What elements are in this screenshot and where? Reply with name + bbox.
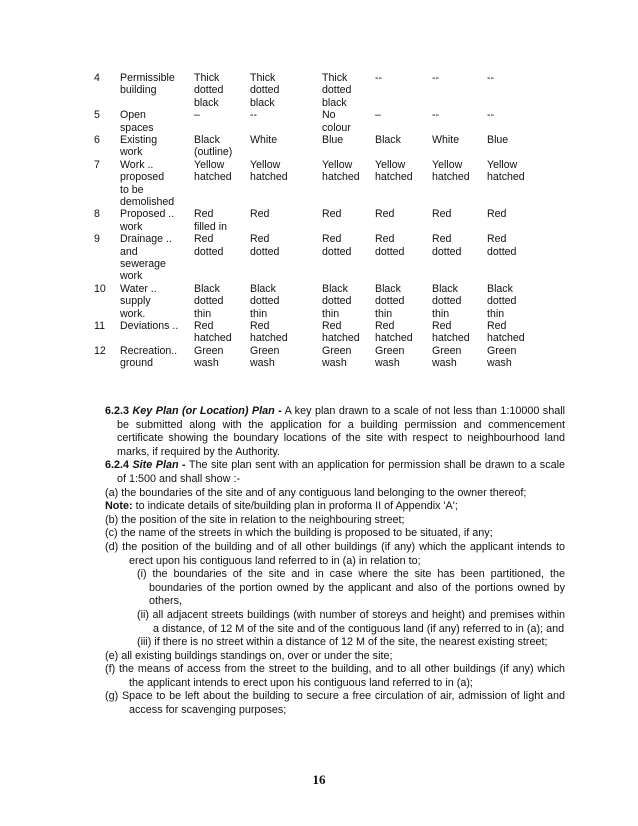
colour-cell: Red hatched	[487, 319, 525, 345]
colour-cell: Red	[375, 208, 395, 221]
colour-cell: Thick dotted black	[322, 72, 352, 109]
section-text: The site plan sent with an application for permission shall be drawn to a scale of 1:500 and shall show :-	[117, 459, 565, 485]
colour-cell: Red dotted	[322, 233, 352, 258]
colour-cell: Red dotted	[250, 233, 280, 258]
colour-cell: Black dotted thin	[194, 282, 224, 320]
colour-cell: Thick dotted black	[250, 72, 280, 109]
row-item: Permissible building	[120, 72, 175, 97]
page-number: 16	[312, 772, 326, 787]
clause-d-i: (i) the boundaries of the site and in case where the site has been partitioned, the boundaries of the portion owned by the applicant and also of the portions owned by others,	[137, 568, 565, 608]
section-body	[93, 405, 565, 718]
colour-cell: Red	[322, 208, 342, 221]
section-number: 6.2.3	[105, 405, 130, 417]
table-row	[0, 72, 638, 109]
row-number: 7	[94, 158, 100, 171]
colour-cell: Red hatched	[375, 319, 413, 345]
colour-cell: Red dotted	[487, 233, 517, 258]
colour-cell: Red hatched	[322, 319, 360, 345]
colour-cell: –	[375, 109, 381, 122]
row-item: Proposed .. work	[120, 208, 175, 233]
colour-cell: Black dotted thin	[250, 282, 280, 320]
row-number: 10	[94, 282, 106, 295]
colour-cell: Black dotted thin	[375, 282, 405, 320]
clause-g: (g) Space to be left about the building to secure a free circulation of air, admission of light and access for scavenging purposes;	[105, 690, 565, 717]
colour-cell: Red hatched	[432, 319, 470, 345]
section-title: Site Plan -	[132, 459, 186, 472]
row-number: 6	[94, 133, 100, 146]
table-row	[0, 159, 638, 209]
colour-cell: Red hatched	[194, 319, 232, 345]
clause-d-ii: (ii) all adjacent streets buildings (with number of storeys and height) and premises within a distance, of 12 M of the site and of the contiguous land (if any) referred to in (a); and	[137, 608, 565, 635]
colour-cell: Blue	[487, 133, 509, 146]
colour-cell: Red	[250, 208, 270, 221]
colour-cell: --	[487, 72, 495, 84]
colour-cell: Blue	[322, 133, 344, 146]
table-row	[0, 345, 638, 370]
note-text: to indicate details of site/building plan in proforma II of Appendix 'A';	[132, 500, 458, 513]
colour-cell: –	[194, 109, 200, 122]
section-number: 6.2.4	[105, 459, 130, 472]
section-6-2-3	[105, 405, 565, 459]
colour-cell: Green wash	[250, 344, 280, 370]
clause-c: (c) the name of the streets in which the building is proposed to be situated, if any;	[105, 527, 493, 540]
colour-cell: Red dotted	[194, 233, 224, 258]
colour-cell: Red	[487, 208, 507, 221]
row-item: Deviations ..	[120, 319, 179, 332]
colour-cell: Red hatched	[250, 319, 288, 345]
table-row	[0, 109, 638, 134]
colour-cell: Red dotted	[375, 233, 405, 258]
note-line	[93, 500, 565, 514]
colour-cell: Black	[375, 133, 401, 146]
row-number: 4	[94, 72, 100, 84]
colour-scheme-table	[0, 72, 638, 370]
row-item: Open spaces	[120, 109, 154, 134]
clause-a: (a) the boundaries of the site and of any contiguous land belonging to the owner thereof;	[105, 486, 527, 499]
row-number: 5	[94, 109, 100, 122]
colour-cell: Green wash	[322, 344, 352, 370]
row-item: Drainage .. and sewerage work	[120, 233, 172, 283]
clause-d-iii: (iii) if there is no street within a distance of 12 M of the site, the nearest existing street;	[137, 636, 548, 649]
table-row	[0, 134, 638, 159]
colour-cell: Green wash	[432, 344, 462, 370]
colour-cell: No colour	[322, 109, 351, 134]
row-item: Work .. proposed to be demolished	[120, 158, 175, 208]
colour-cell: Green wash	[487, 344, 517, 370]
colour-cell: --	[432, 72, 440, 84]
colour-cell: Red	[432, 208, 452, 221]
table-row	[0, 283, 638, 320]
colour-cell: Yellow hatched	[487, 158, 525, 184]
colour-cell: Black dotted thin	[487, 282, 517, 320]
clause-b: (b) the position of the site in relation to the neighbouring street;	[105, 513, 405, 526]
colour-cell: Thick dotted black	[194, 72, 224, 109]
row-item: Recreation.. ground	[120, 344, 178, 370]
row-number: 9	[94, 233, 100, 246]
colour-cell: --	[375, 72, 383, 84]
row-item: Existing work	[120, 133, 158, 159]
colour-cell: --	[487, 109, 495, 122]
colour-cell: Green wash	[194, 344, 224, 370]
row-number: 11	[94, 319, 105, 332]
colour-cell: Green wash	[375, 344, 405, 370]
colour-cell: Yellow hatched	[432, 158, 470, 184]
colour-cell: White	[250, 133, 278, 146]
colour-cell: Red filled in	[194, 208, 227, 233]
colour-cell: Yellow hatched	[194, 158, 232, 184]
section-title: Key Plan (or Location) Plan -	[132, 405, 282, 417]
row-number: 12	[94, 344, 106, 357]
row-item: Water .. supply work.	[120, 282, 157, 320]
colour-cell: Yellow hatched	[375, 158, 413, 184]
colour-cell: Yellow hatched	[250, 158, 288, 184]
clause-e: (e) all existing buildings standings on, over or under the site;	[105, 649, 393, 662]
colour-cell: --	[432, 109, 440, 122]
clause-d: (d) the position of the building and of all other buildings (if any) which the applicant intends to erect upon his contiguous land referred to in (a) in relation to;	[105, 540, 565, 567]
colour-cell: Yellow hatched	[322, 158, 360, 184]
section-text: A key plan drawn to a scale of not less than 1:10000 shall be submitted along with the application for a building permission and commencement certificate showing the boundary locations of the site with respect to neighbourhood land marks, if required by the Authority.	[117, 405, 566, 458]
colour-cell: Black (outline)	[194, 133, 233, 159]
colour-cell: White	[432, 133, 460, 146]
row-number: 8	[94, 208, 100, 221]
table-row	[0, 320, 638, 345]
colour-cell: Black dotted thin	[432, 282, 462, 320]
note-label: Note:	[105, 500, 133, 513]
table-row	[0, 233, 638, 283]
clause-f: (f) the means of access from the street to the building, and to all other buildings (if any) which the applicant intends to erect upon his contiguous land referred to in (a);	[105, 663, 565, 689]
colour-cell: Black dotted thin	[322, 282, 352, 320]
section-6-2-4	[105, 459, 565, 486]
colour-cell: --	[250, 109, 258, 122]
colour-cell: Red dotted	[432, 233, 462, 258]
table-row	[0, 208, 638, 233]
